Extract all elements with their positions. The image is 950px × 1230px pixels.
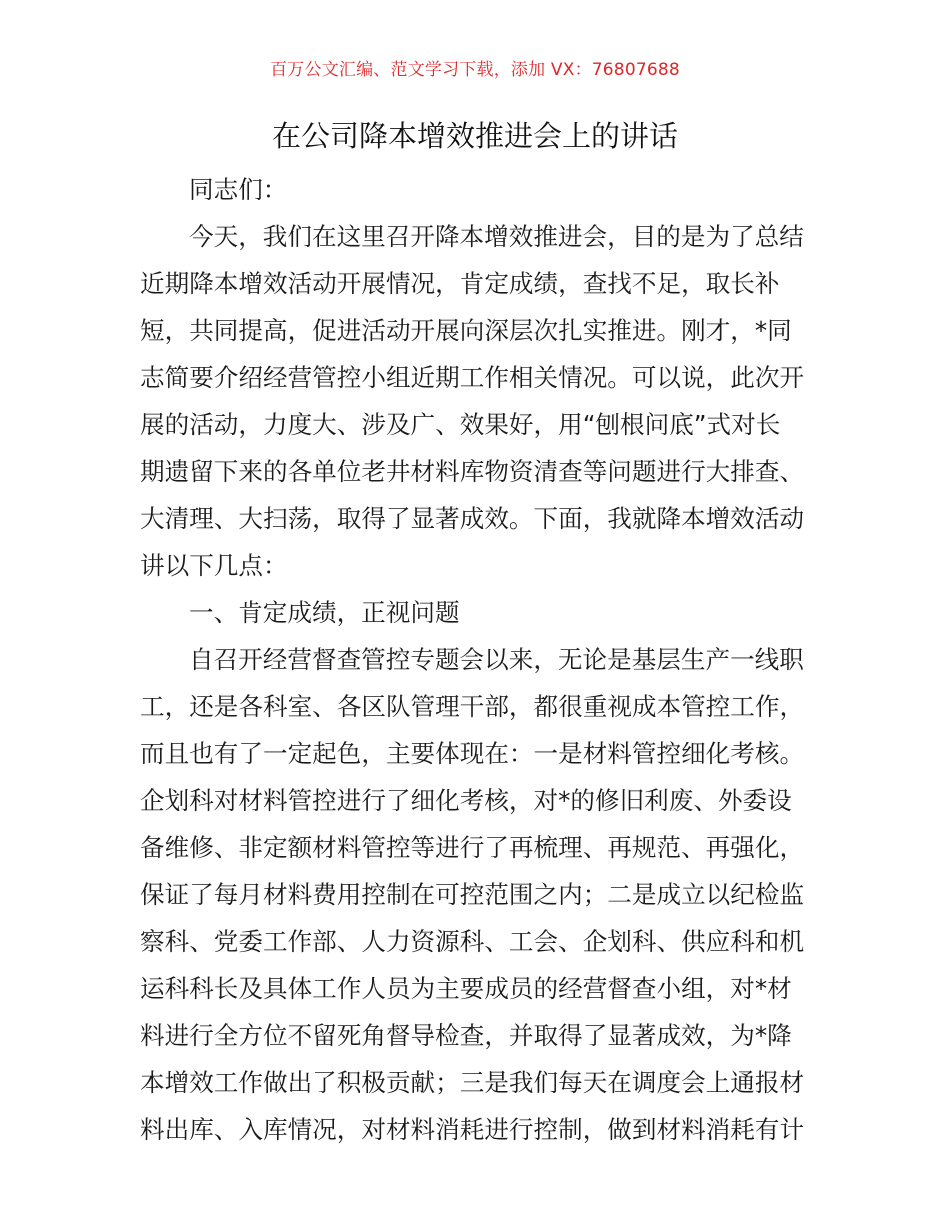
- body-line: 展的活动，力度大、涉及广、效果好，用“刨根问底”式对长: [140, 410, 781, 439]
- body-line: 今天，我们在这里召开降本增效推进会，目的是为了总结: [189, 222, 804, 251]
- body-line: 料进行全方位不留死角督导检查，并取得了显著成效，为*降: [140, 1021, 792, 1050]
- body-line: 近期降本增效活动开展情况，肯定成绩，查找不足，取长补: [140, 269, 780, 298]
- body-line: 志简要介绍经营管控小组近期工作相关情况。可以说，此次开: [140, 363, 805, 392]
- body-line: 企划科对材料管控进行了细化考核，对*的修旧利废、外委设: [140, 786, 792, 815]
- body-line: 料出库、入库情况，对材料消耗进行控制，做到材料消耗有计: [140, 1115, 805, 1144]
- body-line: 工，还是各科室、各区队管理干部，都很重视成本管控工作，: [140, 692, 805, 721]
- section-heading: 一、肯定成绩，正视问题: [189, 598, 460, 627]
- body-line: 备维修、非定额材料管控等进行了再梳理、再规范、再强化，: [140, 833, 805, 862]
- body-line: 讲以下几点：: [140, 551, 288, 580]
- body-line: 运科科长及具体工作人员为主要成员的经营督查小组，对*材: [140, 974, 792, 1003]
- body-line: 自召开经营督查管控专题会以来，无论是基层生产一线职: [189, 645, 804, 674]
- body-line: 察科、党委工作部、人力资源科、工会、企划科、供应科和机: [140, 927, 805, 956]
- body-line: 期遗留下来的各单位老井材料库物资清查等问题进行大排查、: [140, 457, 805, 486]
- header-watermark-note: 百万公文汇编、范文学习下载，添加 VX：76807688: [270, 60, 680, 80]
- document-title: 在公司降本增效推进会上的讲话: [271, 119, 678, 153]
- body-line: 保证了每月材料费用控制在可控范围之内；二是成立以纪检监: [140, 880, 805, 909]
- body-line: 而且也有了一定起色，主要体现在：一是材料管控细化考核。: [140, 739, 805, 768]
- salutation-line: 同志们：: [189, 175, 288, 204]
- body-line: 短，共同提高，促进活动开展向深层次扎实推进。刚才，*同: [140, 316, 792, 345]
- document-body: [140, 166, 820, 1153]
- body-line: 本增效工作做出了积极贡献；三是我们每天在调度会上通报材: [140, 1068, 805, 1097]
- body-line: 大清理、大扫荡，取得了显著成效。下面，我就降本增效活动: [140, 504, 805, 533]
